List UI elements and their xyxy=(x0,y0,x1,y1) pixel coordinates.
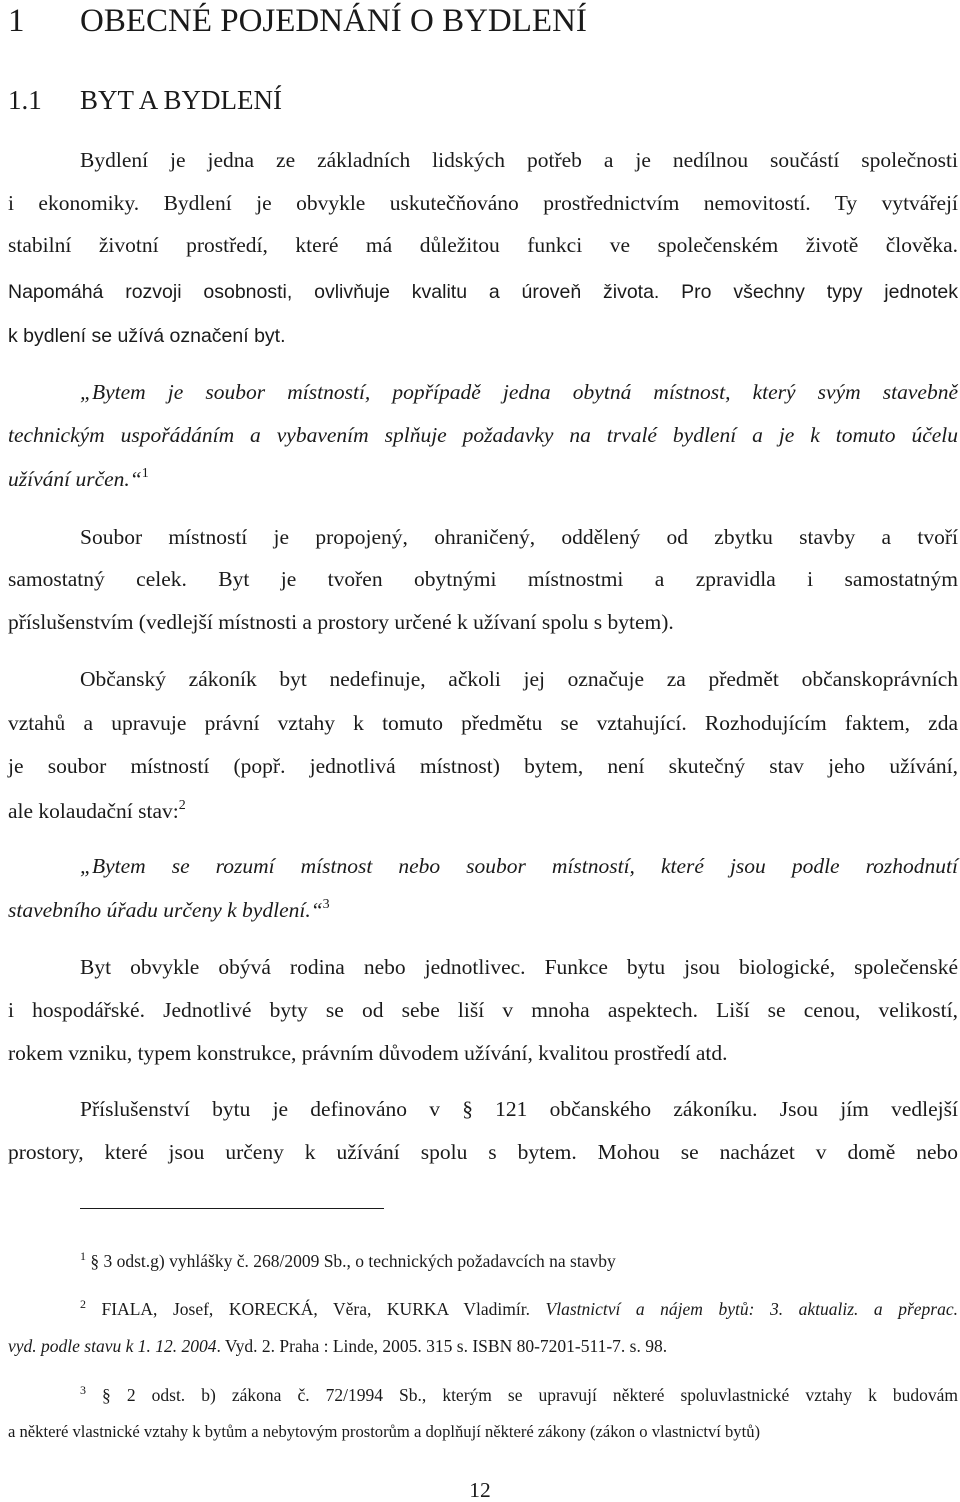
section-heading xyxy=(8,80,282,120)
section-number: 1.1 xyxy=(8,85,42,115)
para4-line: rokem vzniku, typem konstrukce, právním důvodem užívání, kvalitou prostředí atd. xyxy=(8,1041,728,1065)
footnote-3 xyxy=(80,1383,958,1407)
para3-line: Občanský zákoník byt nedefinuje, ačkoli jej označuje za předmět občanskoprávních xyxy=(80,667,958,691)
para1-line: stabilní životní prostředí, které má důležitou funkci ve společenském životě člověka. xyxy=(8,233,958,257)
footnote-separator xyxy=(80,1208,384,1209)
footnote-2-cont xyxy=(8,1334,958,1358)
para1-line: k bydlení se užívá označení byt. xyxy=(8,325,286,347)
para2-line: příslušenstvím (vedlejší místnosti a prostory určené k užívaní spolu s bytem). xyxy=(8,610,674,634)
footnote-2 xyxy=(80,1297,958,1321)
page-number: 12 xyxy=(469,1478,491,1502)
footnote-title: Vlastnictví a nájem bytů: 3. aktualiz. a přeprac. xyxy=(545,1299,958,1319)
para3-line: je soubor místností (popř. jednotlivá místnost) bytem, není skutečný stav jeho užívání, xyxy=(8,754,958,778)
footnote-number: 2 xyxy=(80,1297,86,1311)
para2-line: Soubor místností je propojený, ohraničený, oddělený od zbytku stavby a tvoří xyxy=(80,525,958,549)
para3-last: ale kolaudační stav: xyxy=(8,799,179,823)
para5-line: prostory, které jsou určeny k užívání spolu s bytem. Mohou se nacházet v domě nebo xyxy=(8,1140,958,1164)
footnote-ref-2: 2 xyxy=(178,798,186,813)
quote2-line xyxy=(8,895,958,925)
quote1-line: technickým uspořádáním a vybavením splňuje požadavky na trvalé bydlení a je k tomuto účelu xyxy=(8,423,958,447)
para1-line: Bydlení je jedna ze základních lidských potřeb a je nedílnou součástí společnosti xyxy=(80,148,958,172)
para2-line: samostatný celek. Byt je tvořen obytnými místnostmi a zpravidla i samostatným xyxy=(8,567,958,591)
chapter-title: OBECNÉ POJEDNÁNÍ O BYDLENÍ xyxy=(80,3,587,39)
footnote-1 xyxy=(80,1249,958,1273)
footnote-text: § 3 odst.g) vyhlášky č. 268/2009 Sb., o technických požadavcích na stavby xyxy=(90,1251,616,1271)
footnote-ref-1: 1 xyxy=(141,466,149,481)
quote2-last: stavebního úřadu určeny k bydlení.“ xyxy=(8,898,323,922)
footnote-3-cont: a některé vlastnické vztahy k bytům a nebytovým prostorům a doplňují některé zákony (zákon o vlastnictví bytů) xyxy=(8,1422,761,1441)
para3-line xyxy=(8,796,958,826)
para4-line: Byt obvykle obývá rodina nebo jednotlivec. Funkce bytu jsou biologické, společenské xyxy=(80,955,958,979)
footnote-text: FIALA, Josef, KORECKÁ, Věra, KURKA Vladimír. xyxy=(101,1299,546,1319)
chapter-number: 1 xyxy=(8,3,25,39)
quote2-line: „Bytem se rozumí místnost nebo soubor místností, které jsou podle rozhodnutí xyxy=(80,854,958,878)
footnote-ref-3: 3 xyxy=(322,897,330,912)
chapter-heading xyxy=(8,0,587,42)
footnote-number: 1 xyxy=(80,1249,86,1263)
footnote-text: § 2 odst. b) zákona č. 72/1994 Sb., kterým se upravují některé spoluvlastnické vztahy k budovám xyxy=(102,1385,958,1405)
para4-line: i hospodářské. Jednotlivé byty se od sebe liší v mnoha aspektech. Liší se cenou, velikostí, xyxy=(8,998,958,1022)
footnote-title-cont: vyd. podle stavu k 1. 12. 2004 xyxy=(8,1336,217,1356)
quote1-last: užívání určen.“ xyxy=(8,467,142,491)
para3-line: vztahů a upravuje právní vztahy k tomuto předmětu se vztahující. Rozhodujícím faktem, zda xyxy=(8,711,958,735)
footnote-text-cont: . Vyd. 2. Praha : Linde, 2005. 315 s. ISBN 80-7201-511-7. s. 98. xyxy=(216,1336,668,1356)
quote1-line xyxy=(8,464,958,494)
footnote-number: 3 xyxy=(80,1383,86,1397)
section-title: BYT A BYDLENÍ xyxy=(80,85,283,115)
para1-line: i ekonomiky. Bydlení je obvykle uskutečňováno prostřednictvím nemovitostí. Ty vytvářejí xyxy=(8,191,958,215)
para5-line: Příslušenství bytu je definováno v § 121 občanského zákoníku. Jsou jím vedlejší xyxy=(80,1097,958,1121)
para1-line: Napomáhá rozvoji osobnosti, ovlivňuje kvalitu a úroveň života. Pro všechny typy jednotek xyxy=(8,281,958,303)
quote1-line: „Bytem je soubor místností, popřípadě jedna obytná místnost, který svým stavebně xyxy=(80,380,958,404)
